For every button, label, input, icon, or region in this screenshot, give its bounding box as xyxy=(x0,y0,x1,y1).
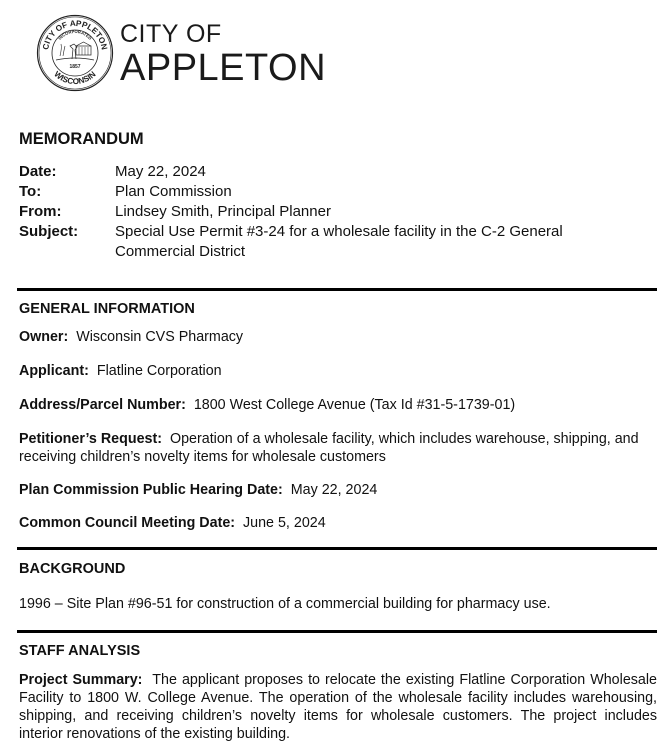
memo-title: MEMORANDUM xyxy=(19,130,144,148)
section-divider xyxy=(17,547,657,550)
city-title xyxy=(120,20,326,87)
memo-fields xyxy=(19,162,649,262)
applicant-label: Applicant: xyxy=(19,363,89,379)
memo-value: Special Use Permit #3-24 for a wholesale facility in the C-2 General Commercial District xyxy=(115,223,563,260)
applicant-value: Flatline Corporation xyxy=(96,363,222,379)
letterhead xyxy=(36,14,326,92)
address-field xyxy=(19,396,657,414)
section-divider xyxy=(17,288,657,291)
svg-text:1857: 1857 xyxy=(69,64,81,70)
memo-row-subject xyxy=(19,222,649,262)
petitioner-request-value: Operation of a wholesale facility, which includes warehouse, shipping, and receiving children’s novelty items for wholesale customers xyxy=(19,431,639,465)
project-summary-field xyxy=(19,671,657,743)
svg-text:CITY OF APPLETON: CITY OF APPLETON xyxy=(41,18,109,51)
background-text: 1996 – Site Plan #96-51 for construction of a commercial building for pharmacy use. xyxy=(19,596,551,612)
section-divider xyxy=(17,630,657,633)
hearing-date-field xyxy=(19,481,657,499)
memo-label: Date: xyxy=(19,163,57,180)
memo-row-to xyxy=(19,182,649,202)
project-summary-value: The applicant proposes to relocate the existing Flatline Corporation Wholesale Facility to 1800 W. College Avenue. The operation of the wholesale facility includes warehousing, shipping, and receiving children’s novelty items for wholesale customers. The project includes interior renovations of the existing building. xyxy=(19,672,657,742)
background-heading: BACKGROUND xyxy=(19,561,126,577)
staff-analysis-heading: STAFF ANALYSIS xyxy=(19,643,141,659)
council-date-label: Common Council Meeting Date: xyxy=(19,515,236,531)
hearing-date-value: May 22, 2024 xyxy=(290,482,378,498)
memo-row-from xyxy=(19,202,649,222)
city-of-text: CITY OF xyxy=(120,19,222,48)
project-summary-label: Project Summary: xyxy=(19,672,143,688)
address-label: Address/Parcel Number: xyxy=(19,397,186,413)
council-date-field xyxy=(19,514,657,532)
memo-value: Lindsey Smith, Principal Planner xyxy=(115,203,331,220)
owner-label: Owner: xyxy=(19,329,69,345)
city-seal-logo xyxy=(36,14,114,92)
owner-field xyxy=(19,328,657,346)
petitioner-request-field xyxy=(19,430,657,466)
hearing-date-label: Plan Commission Public Hearing Date: xyxy=(19,482,283,498)
memo-value: Plan Commission xyxy=(115,183,232,200)
owner-value: Wisconsin CVS Pharmacy xyxy=(76,329,244,345)
memo-label: To: xyxy=(19,183,42,200)
council-date-value: June 5, 2024 xyxy=(243,515,326,531)
applicant-field xyxy=(19,362,657,380)
memo-label: From: xyxy=(19,203,62,220)
memo-row-date xyxy=(19,162,649,182)
general-information-heading: GENERAL INFORMATION xyxy=(19,301,195,317)
city-name-text: APPLETON xyxy=(120,46,327,89)
memo-value: May 22, 2024 xyxy=(115,163,206,180)
svg-text:WISCONSIN: WISCONSIN xyxy=(52,69,98,87)
petitioner-request-label: Petitioner’s Request: xyxy=(19,431,162,447)
address-value: 1800 West College Avenue (Tax Id #31-5-1739-01) xyxy=(193,397,516,413)
memo-label: Subject: xyxy=(19,223,79,240)
svg-text:INCORPORATED: INCORPORATED xyxy=(57,28,93,41)
